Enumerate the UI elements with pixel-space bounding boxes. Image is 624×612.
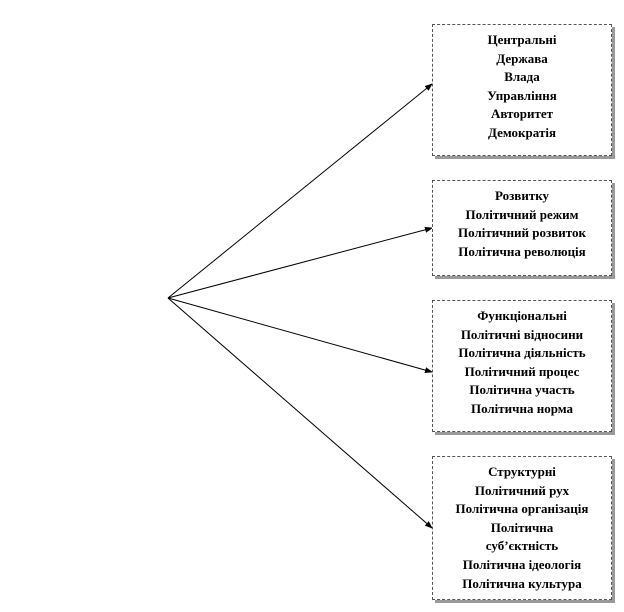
structural-item: Політична культура (462, 575, 582, 591)
structural-item: Політична організація (455, 501, 589, 517)
development-box-title: Розвитку (494, 188, 550, 203)
development-concepts-box (432, 180, 612, 276)
structural-box-title: Структурні (488, 464, 556, 479)
structural-item: Політичний рух (474, 482, 570, 498)
functional-box-title: Функціональні (477, 308, 567, 323)
functional-item: Політична норма (470, 400, 574, 416)
arrow-to-structural (168, 298, 432, 528)
structural-item: Політична ідеологія (462, 556, 582, 572)
arrow-to-development (168, 228, 432, 298)
development-item: Політичний розвиток (458, 225, 586, 241)
central-item: Управління (487, 87, 557, 103)
functional-item: Політичні відносини (460, 326, 584, 342)
development-item: Політичний режим (465, 206, 579, 222)
functional-item: Політичний процес (464, 363, 580, 379)
structural-item: Політична (490, 519, 554, 535)
structural-item: суб’єктність (485, 538, 559, 554)
central-box-title: Центральні (487, 32, 557, 47)
central-item: Держава (496, 50, 548, 66)
functional-concepts-box (432, 300, 612, 432)
arrow-to-central (168, 84, 432, 298)
central-concepts-box (432, 24, 612, 156)
structural-concepts-box (432, 456, 612, 600)
central-item: Влада (504, 69, 540, 85)
arrow-to-functional (168, 298, 432, 372)
functional-item: Політична участь (469, 382, 575, 398)
functional-item: Політична діяльність (458, 345, 586, 361)
development-item: Політична революція (458, 243, 586, 259)
central-item: Авторитет (490, 106, 554, 122)
central-item: Демократія (488, 124, 556, 140)
